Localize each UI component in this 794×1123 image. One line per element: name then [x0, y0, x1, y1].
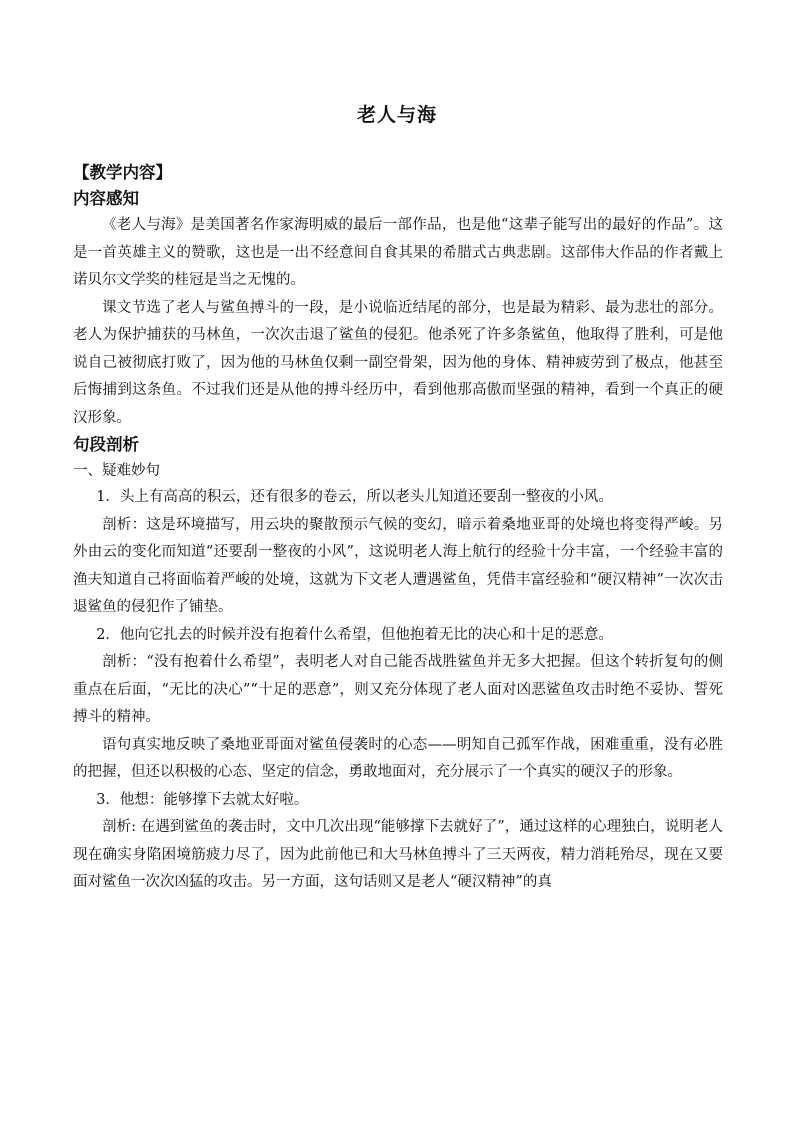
analysis-paragraph-2: 剖析：“没有抱着什么希望”，表明老人对自己能否战胜鲨鱼并无多大把握。但这个转折复句的侧重点在后面，“无比的决心”“十足的恶意”，则又充分体现了老人面对凶恶鲨鱼攻击时绝不妥协、誓死搏斗的精神。 — [73, 654, 723, 725]
perception-paragraph-1: 《老人与海》是美国著名作家海明威的最后一部作品，也是他“这辈子能写出的最好的作品”。这是一首英雄主义的赞歌，这也是一出不经意间自食其果的希腊式古典悲剧。这部伟大作品的作者戴上诺贝尔文学奖的桂冠是当之无愧的。 — [73, 217, 723, 288]
sentence-item-3: 3．他想：能够撑下去就太好啦。 — [96, 791, 309, 808]
subheading-difficult: 一、疑难妙句 — [73, 463, 160, 479]
document-title: 老人与海 — [356, 104, 437, 126]
heading-perception: 内容感知 — [73, 189, 139, 208]
analysis-paragraph-1: 剖析：这是环境描写，用云块的聚散预示气候的变幻，暗示着桑地亚哥的处境也将变得严峻。另外由云的变化而知道“还要刮一整夜的小风”，这说明老人海上航行的经验十分丰富，一个经验丰富的渔夫知道自己将面临着严峻的处境，这就为下文老人遭遇鲨鱼，凭借丰富经验和“硬汉精神”一次次击退鲨鱼的侵犯作了铺垫。 — [73, 516, 723, 615]
sentence-item-2: 2．他向它扎去的时候并没有抱着什么希望，但他抱着无比的决心和十足的恶意。 — [96, 626, 613, 643]
document-body — [73, 160, 723, 897]
sentence-item-1: 1．头上有高高的积云，还有很多的卷云，所以老头儿知道还要刮一整夜的小风。 — [96, 489, 613, 505]
analysis-paragraph-2b: 语句真实地反映了桑地亚哥面对鲨鱼侵袭时的心态——明知自己孤军作战，困难重重，没有必胜的把握，但还以积极的心态、坚定的信念，勇敢地面对，充分展示了一个真实的硬汉子的形象。 — [73, 736, 723, 780]
perception-paragraph-2: 课文节选了老人与鲨鱼搏斗的一段，是小说临近结尾的部分，也是最为精彩、最为悲壮的部分。老人为保护捕获的马林鱼，一次次击退了鲨鱼的侵犯。他杀死了许多条鲨鱼，他取得了胜利，可是他说自己被彻底打败了，因为他的马林鱼仅剩一副空骨架，因为他的身体、精神疲劳到了极点，他甚至后悔捕到这条鱼。不过我们还是从他的搏斗经历中，看到他那高傲而坚强的精神，看到一个真正的硬汉形象。 — [73, 299, 723, 426]
section-teaching-heading: 【教学内容】 — [73, 163, 172, 182]
analysis-paragraph-3: 剖析: 在遇到鲨鱼的袭击时，文中几次出现“能够撑下去就好了”，通过这样的心理独白，说明老人现在确实身陷困境筋疲力尽了，因为此前他已和大马林鱼搏斗了三天两夜，精力消耗殆尽，现在又要面对鲨鱼一次次凶猛的攻击。另一方面，这句话则又是老人“硬汉精神”的真 — [73, 819, 723, 890]
heading-analysis: 句段剖析 — [73, 435, 139, 454]
